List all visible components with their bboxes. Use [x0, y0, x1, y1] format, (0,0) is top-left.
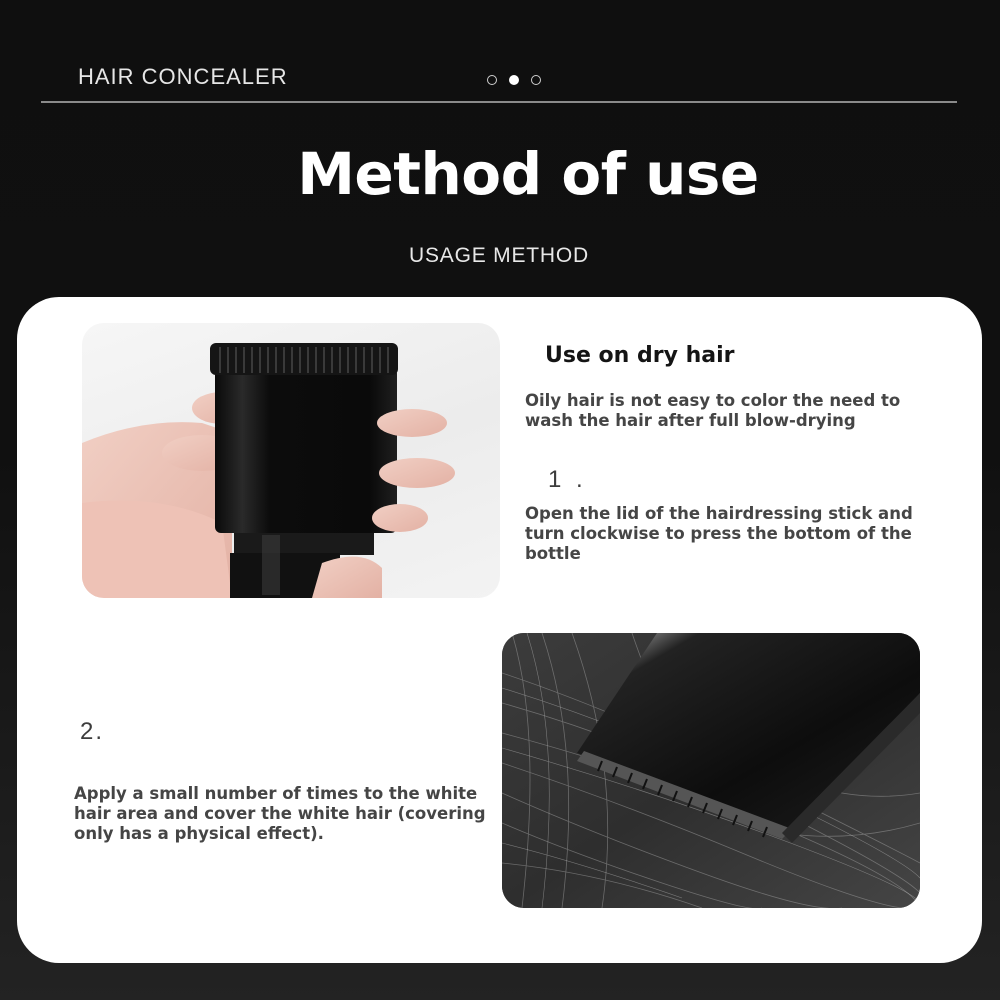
page-title: Method of use [297, 140, 759, 208]
intro-text: Oily hair is not easy to color the need to wash the hair after full blow-drying [525, 391, 901, 430]
hair-texture-icon [502, 633, 920, 908]
page-subtitle: USAGE METHOD [409, 244, 589, 267]
header-divider [41, 101, 957, 103]
pagination-dot-3[interactable] [531, 75, 541, 85]
stick-on-gray-hair-photo [502, 633, 920, 908]
section-heading: Use on dry hair [545, 343, 735, 368]
pagination-dot-2-active[interactable] [509, 75, 519, 85]
step-1-text: Open the lid of the hairdressing stick and turn clockwise to press the bottom of the bottle [525, 504, 913, 563]
pagination-dots [487, 75, 541, 85]
step-1-number: 1 . [548, 466, 587, 493]
step-2-number: 2. [80, 718, 105, 745]
brand-label: HAIR CONCEALER [78, 64, 288, 89]
step-2-text: Apply a small number of times to the white hair area and cover the white hair (covering only has a physical effect). [74, 784, 486, 843]
pagination-dot-1[interactable] [487, 75, 497, 85]
stick-illustration-icon [82, 323, 500, 598]
hand-holding-stick-photo [82, 323, 500, 598]
